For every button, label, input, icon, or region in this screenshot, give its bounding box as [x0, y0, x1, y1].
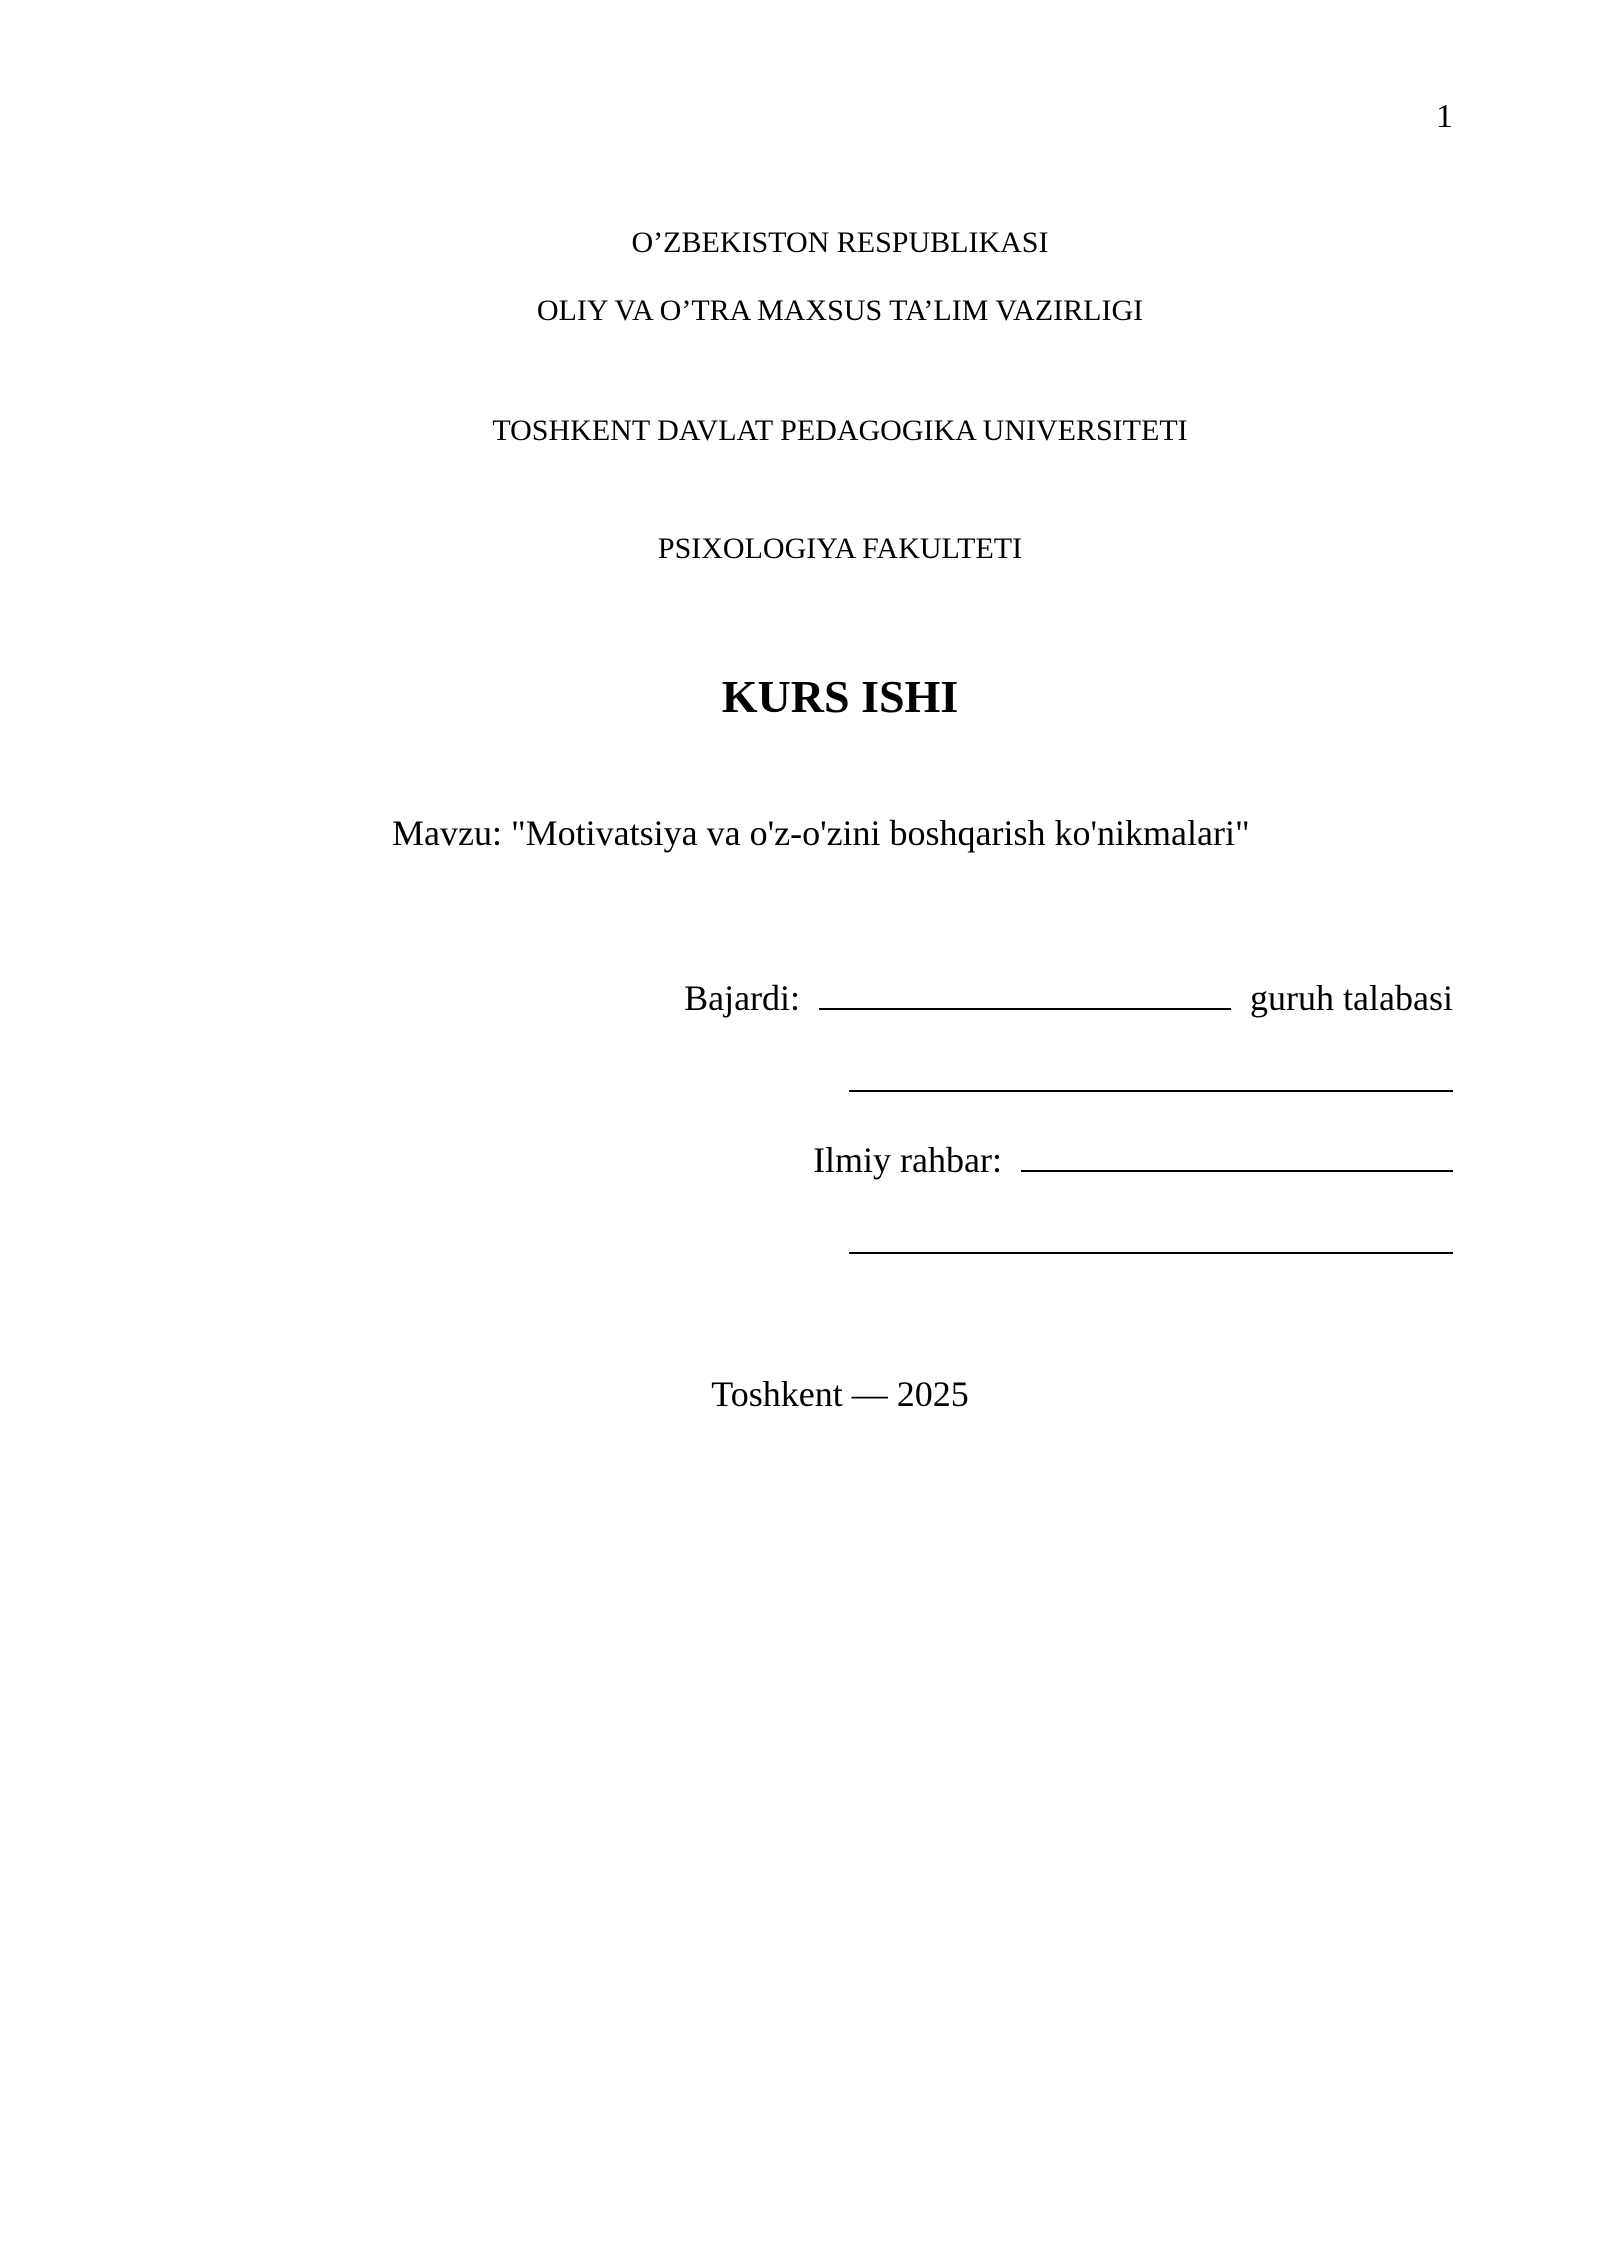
student-name-blank-line [849, 1060, 1453, 1092]
header-faculty: PSIXOLOGIYA FAKULTETI [657, 532, 1023, 565]
header-university: TOSHKENT DAVLAT PEDAGOGIKA UNIVERSITETI [492, 414, 1188, 447]
supervisor-blank-line [1021, 1140, 1453, 1172]
supervisor-name-row [849, 1222, 1453, 1260]
header-ministry: OLIY VA O’TRA MAXSUS TA’LIM VAZIRLIGI [536, 294, 1144, 327]
group-blank-line [819, 978, 1231, 1010]
supervisor-name-blank-line [849, 1222, 1453, 1254]
header-republic: O’ZBEKISTON RESPUBLIKASI [631, 226, 1049, 259]
city-year: Toshkent — 2025 [711, 1374, 969, 1414]
supervisor-row [813, 1140, 1453, 1178]
group-suffix-label: guruh talabasi [1250, 978, 1453, 1018]
performed-by-label: Bajardi: [684, 978, 801, 1018]
supervisor-label: Ilmiy rahbar: [813, 1140, 1002, 1180]
student-name-row [849, 1060, 1453, 1098]
page-number: 1 [1436, 98, 1453, 135]
document-title: KURS ISHI [721, 671, 959, 722]
document-topic: Mavzu: "Motivatsiya va o'z-o'zini boshqarish ko'nikmalari" [392, 813, 1250, 853]
performed-by-row [684, 978, 1453, 1016]
